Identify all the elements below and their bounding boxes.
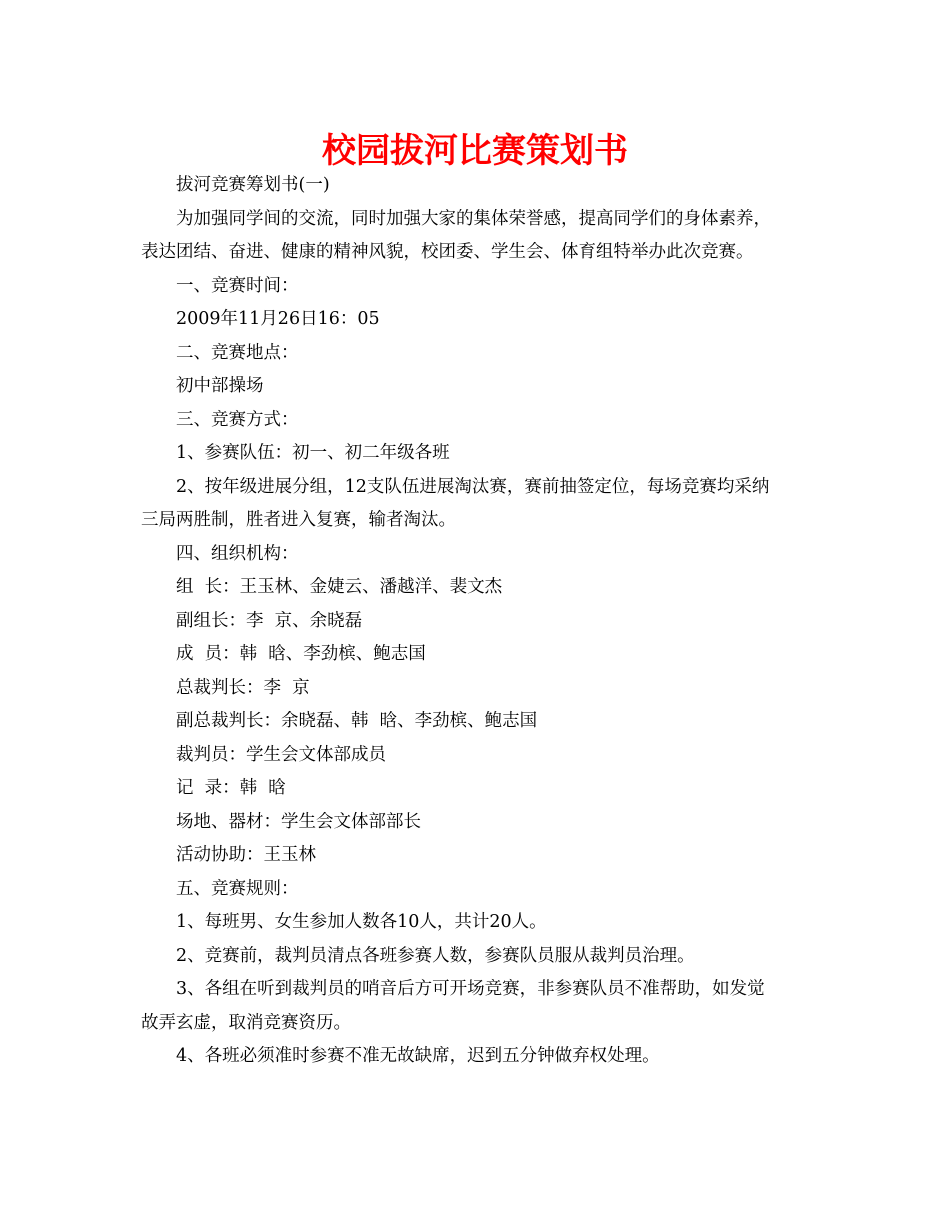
paragraph-chief-referee: 总裁判长：李 京 — [176, 677, 310, 698]
paragraph-teams: 1、参赛队伍：初一、初二年级各班 — [176, 443, 450, 463]
paragraph-line: 3、各组在听到裁判员的哨音后方可开场竞赛，非参赛队员不准帮助，如发觉 — [176, 979, 765, 999]
paragraph-referees: 裁判员：学生会文体部成员 — [176, 744, 386, 765]
paragraph-rule-3 — [141, 973, 811, 1040]
paragraph-deputy-chief-referee: 副总裁判长：余晓磊、韩 晗、李劲槟、鲍志国 — [176, 711, 538, 731]
paragraph-time: 2009年11月26日16：05 — [176, 309, 380, 329]
paragraph-leaders: 组 长：王玉林、金婕云、潘越洋、裴文杰 — [176, 577, 503, 597]
paragraph-deputy-leaders: 副组长：李 京、余晓磊 — [176, 610, 363, 631]
paragraph-assistance: 活动协助：王玉林 — [176, 845, 316, 865]
document-title: 校园拔河比赛策划书 — [322, 131, 628, 171]
paragraph-line: 2、按年级进展分组，12支队伍进展淘汰赛，赛前抽签定位，每场竞赛均采纳 — [176, 476, 770, 497]
section-heading-rules: 五、竞赛规则： — [176, 878, 299, 899]
paragraph-venue-equipment: 场地、器材：学生会文体部部长 — [176, 811, 421, 832]
paragraph-rule-4: 4、各班必须准时参赛不准无故缺席，迟到五分钟做弃权处理。 — [176, 1046, 660, 1066]
paragraph-line: 为加强同学间的交流，同时加强大家的集体荣誉感，提高同学们的身体素养， — [176, 208, 771, 229]
section-heading-format: 三、竞赛方式： — [176, 409, 299, 430]
paragraph-grouping — [141, 471, 811, 538]
paragraph-recorder: 记 录：韩 晗 — [176, 778, 286, 798]
paragraph-subtitle: 拔河竞赛筹划书(一) — [176, 175, 330, 195]
section-heading-organization: 四、组织机构： — [176, 543, 299, 564]
paragraph-intro — [141, 203, 811, 270]
section-heading-location: 二、竞赛地点： — [176, 342, 299, 363]
paragraph-rule-1: 1、每班男、女生参加人数各10人，共计20人。 — [176, 912, 547, 932]
paragraph-rule-2: 2、竞赛前，裁判员清点各班参赛人数，参赛队员服从裁判员治理。 — [176, 945, 695, 966]
paragraph-line: 故弄玄虚，取消竞赛资历。 — [141, 1012, 351, 1033]
paragraph-members: 成 员：韩 晗、李劲槟、鲍志国 — [176, 644, 426, 664]
document-body — [141, 169, 811, 1074]
paragraph-location: 初中部操场 — [176, 376, 264, 396]
paragraph-line: 表达团结、奋进、健康的精神风貌，校团委、学生会、体育组特举办此次竞赛。 — [141, 242, 754, 262]
section-heading-time: 一、竞赛时间： — [176, 275, 299, 296]
paragraph-line: 三局两胜制，胜者进入复赛，输者淘汰。 — [141, 510, 456, 530]
